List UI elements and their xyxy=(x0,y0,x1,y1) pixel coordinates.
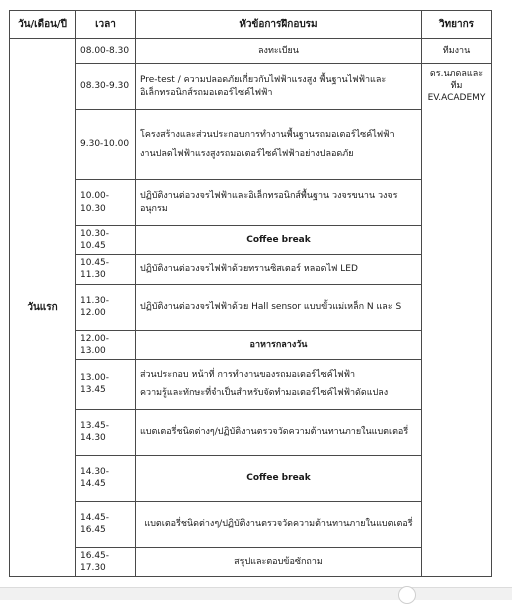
header-time: เวลา xyxy=(76,11,136,39)
header-lecturer: วิทยากร xyxy=(422,11,492,39)
lecturer-team-cell xyxy=(422,64,492,577)
time-cell: 16.45-17.30 xyxy=(76,547,136,576)
topic-text: Pre-test / ความปลอดภัยเกี่ยวกับไฟฟ้าแรงสูง พื้นฐานไฟฟ้าและอิเล็กทรอนิกส์รถมอเตอร์ไซค์ไฟฟ้า xyxy=(140,75,387,98)
coffee-break-cell: Coffee break xyxy=(136,455,422,501)
table-row xyxy=(10,180,492,226)
topic-text: ปฏิบัติงานต่อวงจรไฟฟ้าด้วยทรานซิสเตอร์ หลอดไฟ LED xyxy=(140,264,358,275)
time-cell: 10.30-10.45 xyxy=(76,226,136,255)
topic-cell xyxy=(136,39,422,64)
time-cell: 08.30-9.30 xyxy=(76,64,136,110)
day-label: วันแรก xyxy=(10,39,76,577)
topic-cell xyxy=(136,501,422,547)
table-row xyxy=(10,409,492,455)
table-row xyxy=(10,330,492,359)
table-row xyxy=(10,226,492,255)
topic-text: ความรู้และทักษะที่จำเป็นสำหรับจัดทำมอเตอร์ไซค์ไฟฟ้าดัดแปลง xyxy=(140,388,389,399)
table-row xyxy=(10,255,492,284)
table-row xyxy=(10,110,492,180)
topic-cell xyxy=(136,359,422,409)
topic-text: ลงทะเบียน xyxy=(258,45,299,56)
lunch-cell: อาหารกลางวัน xyxy=(136,330,422,359)
time-cell: 9.30-10.00 xyxy=(76,110,136,180)
table-row xyxy=(10,284,492,330)
coffee-break-cell: Coffee break xyxy=(136,226,422,255)
table-header-row xyxy=(10,11,492,39)
time-cell: 08.00-8.30 xyxy=(76,39,136,64)
scroll-handle[interactable] xyxy=(398,586,416,604)
table-row xyxy=(10,39,492,64)
topic-text: แบตเตอรี่ชนิดต่างๆ/ปฏิบัติงานตรวจวัดความต้านทานภายในแบตเตอรี่ xyxy=(140,427,409,438)
topic-cell xyxy=(136,284,422,330)
lecturer-team: ดร.นภดลและทีม xyxy=(429,69,484,92)
header-date: วัน/เดือน/ปี xyxy=(10,11,76,39)
table-row xyxy=(10,501,492,547)
time-cell: 10.45-11.30 xyxy=(76,255,136,284)
time-cell: 12.00-13.00 xyxy=(76,330,136,359)
table-row xyxy=(10,547,492,576)
lecturer-academy: EV.ACADEMY xyxy=(427,93,486,104)
bottom-scrollbar[interactable] xyxy=(0,587,512,600)
time-cell: 14.30-14.45 xyxy=(76,455,136,501)
time-cell: 11.30-12.00 xyxy=(76,284,136,330)
training-schedule-table xyxy=(9,10,492,577)
topic-cell xyxy=(136,255,422,284)
topic-text: งานปลดไฟฟ้าแรงสูงรถมอเตอร์ไซค์ไฟฟ้าอย่างปลอดภัย xyxy=(140,148,354,159)
topic-cell xyxy=(136,547,422,576)
topic-text: ปฏิบัติงานต่อวงจรไฟฟ้าด้วย Hall sensor แบบขั้วแม่เหล็ก N และ S xyxy=(140,301,402,312)
table-row xyxy=(10,64,492,110)
topic-text: สรุปและตอบข้อซักถาม xyxy=(234,556,323,567)
topic-cell xyxy=(136,64,422,110)
header-topic: หัวข้อการฝึกอบรม xyxy=(136,11,422,39)
topic-cell xyxy=(136,180,422,226)
topic-cell xyxy=(136,110,422,180)
lecturer-staff: ทีมงาน xyxy=(422,39,492,64)
topic-cell xyxy=(136,409,422,455)
topic-text: ส่วนประกอบ หน้าที่ การทำงานของรถมอเตอร์ไซค์ไฟฟ้า xyxy=(140,370,356,381)
time-cell: 14.45-16.45 xyxy=(76,501,136,547)
topic-text: แบตเตอรี่ชนิดต่างๆ/ปฏิบัติงานตรวจวัดความต้านทานภายในแบตเตอรี่ xyxy=(144,519,413,530)
time-cell: 13.00-13.45 xyxy=(76,359,136,409)
time-cell: 10.00-10.30 xyxy=(76,180,136,226)
topic-text: โครงสร้างและส่วนประกอบการทำงานพื้นฐานรถมอเตอร์ไซค์ไฟฟ้า xyxy=(140,130,395,141)
topic-text: ปฏิบัติงานต่อวงจรไฟฟ้าและอิเล็กทรอนิกส์พื้นฐาน วงจรขนาน วงจรอนุกรม xyxy=(140,191,398,214)
table-row xyxy=(10,455,492,501)
table-row xyxy=(10,359,492,409)
time-cell: 13.45-14.30 xyxy=(76,409,136,455)
